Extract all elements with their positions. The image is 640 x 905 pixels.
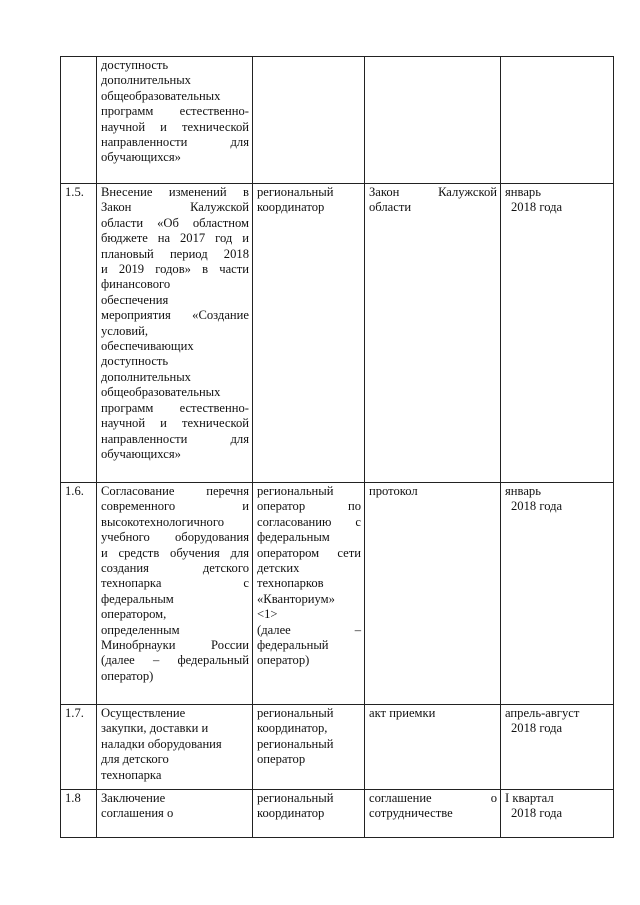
- term-cell: [501, 705, 614, 790]
- document-cell-line: соглашение о: [369, 791, 497, 805]
- plan-table-body: [61, 57, 614, 838]
- term-cell: [501, 57, 614, 184]
- task-cell-line: создания детского: [101, 561, 249, 576]
- task-cell-line: технопарка с: [101, 576, 249, 591]
- responsible-cell-line: оператор по: [257, 499, 361, 514]
- task-cell-line: программ естественно-: [101, 104, 249, 119]
- document-cell: [365, 483, 501, 705]
- task-cell-line: Внесение изменений в: [101, 185, 249, 199]
- task-cell-line: научной и технической: [101, 119, 249, 134]
- task-cell: [97, 705, 253, 790]
- task-cell-line: программ естественно-: [101, 400, 249, 415]
- task-cell-line: научной и технической: [101, 416, 249, 431]
- term-cell: [501, 483, 614, 705]
- task-cell: [97, 790, 253, 838]
- task-cell-line: определенным: [101, 622, 180, 637]
- responsible-cell-line: детских: [257, 561, 300, 576]
- task-cell-line: общеобразовательных: [101, 385, 221, 400]
- task-cell: [97, 57, 253, 184]
- responsible-cell: [253, 184, 365, 483]
- term-cell-line: январь: [505, 185, 541, 199]
- task-cell-line: условий,: [101, 323, 149, 338]
- responsible-cell-line: «Кванториум»: [257, 591, 335, 606]
- task-cell: [97, 483, 253, 705]
- task-cell-line: обучающихся»: [101, 446, 181, 461]
- table-row: [61, 790, 614, 838]
- responsible-cell-line: технопарков: [257, 576, 324, 591]
- responsible-cell-line: согласованию с: [257, 514, 361, 529]
- responsible-cell: [253, 790, 365, 838]
- task-cell-line: Заключение: [101, 791, 166, 805]
- task-cell-line: соглашения о: [101, 806, 174, 821]
- term-cell-line: 2018 года: [511, 499, 563, 514]
- task-cell-line: обеспечения: [101, 292, 169, 307]
- task-cell-line: Закон Калужской: [101, 200, 249, 215]
- term-cell-line: январь: [505, 484, 541, 498]
- responsible-cell-line: координатор,: [257, 721, 328, 736]
- task-cell-line: оператором,: [101, 607, 167, 622]
- task-cell: [97, 184, 253, 483]
- task-cell-line: и 2019 годов» в части: [101, 262, 249, 277]
- term-cell-line: 2018 года: [511, 200, 563, 215]
- responsible-cell: [253, 705, 365, 790]
- table-row: [61, 705, 614, 790]
- responsible-cell-line: федеральный: [257, 638, 329, 653]
- task-cell-line: технопарка: [101, 767, 162, 782]
- responsible-cell-line: федеральным: [257, 530, 330, 545]
- document-cell: [365, 705, 501, 790]
- task-cell-line: Осуществление: [101, 706, 186, 720]
- task-cell-line: наладки оборудования: [101, 736, 222, 751]
- responsible-cell-line: региональный: [257, 736, 334, 751]
- term-cell: [501, 790, 614, 838]
- document-cell: [365, 57, 501, 184]
- responsible-cell: [253, 57, 365, 184]
- document-cell-line: акт приемки: [369, 706, 436, 720]
- document-cell: [365, 790, 501, 838]
- row-number: [61, 57, 97, 184]
- term-cell-line: 2018 года: [511, 806, 563, 821]
- document-cell-line: сотрудничестве: [369, 806, 453, 821]
- table-row: [61, 184, 614, 483]
- task-cell-line: учебного оборудования: [101, 530, 249, 545]
- row-number: 1.8: [61, 790, 97, 838]
- task-cell-line: и средств обучения для: [101, 545, 249, 560]
- responsible-cell-line: региональный: [257, 484, 334, 498]
- responsible-cell-line: координатор: [257, 806, 325, 821]
- task-cell-line: Согласование перечня: [101, 484, 249, 498]
- term-cell-line: I квартал: [505, 791, 554, 805]
- task-cell-line: для детского: [101, 752, 169, 767]
- row-number: 1.7.: [61, 705, 97, 790]
- task-cell-line: мероприятия «Создание: [101, 308, 249, 323]
- responsible-cell-line: оператором сети: [257, 545, 361, 560]
- document-cell-line: Закон Калужской: [369, 185, 497, 199]
- responsible-cell-line: оператор): [257, 653, 310, 668]
- responsible-cell-line: региональный: [257, 185, 334, 199]
- task-cell-line: области «Об областном: [101, 215, 249, 230]
- task-cell-line: направленности для: [101, 431, 249, 446]
- responsible-cell-line: (далее –: [257, 622, 361, 637]
- row-number: 1.5.: [61, 184, 97, 483]
- task-cell-line: дополнительных: [101, 369, 191, 384]
- task-cell-line: (далее – федеральный: [101, 653, 249, 668]
- term-cell-line: апрель-август: [505, 706, 580, 720]
- task-cell-line: обеспечивающих: [101, 339, 194, 354]
- task-cell-line: высокотехнологичного: [101, 514, 225, 529]
- term-cell: [501, 184, 614, 483]
- responsible-cell-line: оператор: [257, 752, 306, 767]
- task-cell-line: доступность: [101, 354, 169, 369]
- table-row: [61, 57, 614, 184]
- responsible-cell: [253, 483, 365, 705]
- table-row: [61, 483, 614, 705]
- task-cell-line: финансового: [101, 277, 171, 292]
- task-cell-line: закупки, доставки и: [101, 721, 209, 736]
- responsible-cell-line: <1>: [257, 607, 278, 622]
- responsible-cell-line: региональный: [257, 706, 334, 720]
- document-cell: [365, 184, 501, 483]
- task-cell-line: доступность: [101, 58, 169, 72]
- task-cell-line: современного и: [101, 499, 249, 514]
- responsible-cell-line: координатор: [257, 200, 325, 215]
- task-cell-line: общеобразовательных: [101, 88, 221, 103]
- task-cell-line: обучающихся»: [101, 150, 181, 165]
- plan-table: [60, 56, 614, 838]
- task-cell-line: федеральным: [101, 591, 174, 606]
- document-cell-line: области: [369, 200, 412, 215]
- row-number: 1.6.: [61, 483, 97, 705]
- task-cell-line: бюджете на 2017 год и: [101, 231, 249, 246]
- task-cell-line: дополнительных: [101, 73, 191, 88]
- task-cell-line: оператор): [101, 668, 154, 683]
- responsible-cell-line: региональный: [257, 791, 334, 805]
- term-cell-line: 2018 года: [511, 721, 563, 736]
- document-cell-line: протокол: [369, 484, 418, 498]
- task-cell-line: направленности для: [101, 135, 249, 150]
- task-cell-line: Минобрнауки России: [101, 638, 249, 653]
- task-cell-line: плановый период 2018: [101, 246, 249, 261]
